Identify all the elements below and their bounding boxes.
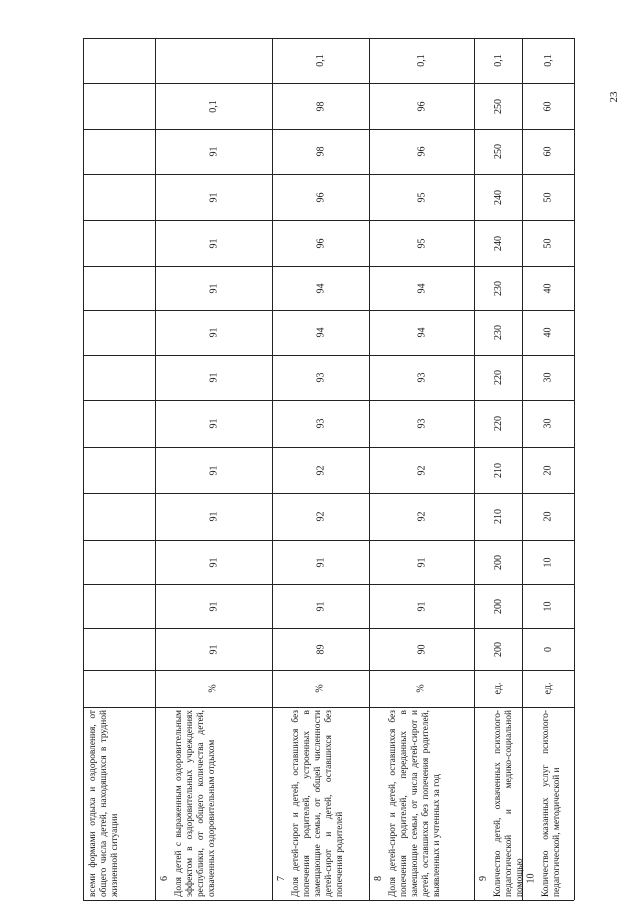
row-7-value	[274, 220, 367, 266]
row-9-value	[476, 38, 520, 83]
row-9-number-text: 9	[477, 875, 489, 881]
row-6-description	[171, 707, 270, 900]
row-9-value	[476, 400, 520, 447]
row-8-description	[385, 707, 472, 900]
row-7-value-text: 98	[315, 101, 326, 111]
row-10-value	[524, 400, 572, 447]
row-9-value-text: 210	[492, 462, 504, 478]
row-10-value	[524, 38, 572, 83]
row-7-value-text: 94	[315, 327, 326, 338]
row-7-value-text: 96	[315, 238, 326, 248]
row-7-value-text: 0,1	[315, 54, 326, 67]
row-9-description	[490, 707, 525, 900]
row-8-number-text: 8	[372, 875, 384, 881]
row-8-description-text: Доля детей-сирот и детей, оставшихся без попечения родителей, переданных в замещающие семьи, от числа детей-сирот и детей, оставшихся без попечения родителей, выявленных и учтенных за год	[388, 710, 442, 897]
row-8-value	[371, 83, 472, 129]
row-6-value	[157, 400, 270, 447]
row-8-value	[371, 355, 472, 400]
row-8-value	[371, 540, 472, 584]
row-10-value-text: 10	[542, 557, 554, 567]
row-6-description-text: Доля детей с выраженным оздоровительным эффектом в оздоровительных учреждениях республики, от общего количества детей, охваченных оздоровительным отдыхом	[174, 710, 217, 897]
row-9-value	[476, 540, 520, 584]
row-7-value-text: 91	[315, 601, 326, 611]
row-10-unit-text: ед.	[542, 682, 554, 695]
row-7-value	[274, 38, 367, 83]
row-6-value	[157, 310, 270, 355]
row-8-value-text: 90	[416, 644, 427, 654]
row-9-value-text: 0,1	[492, 54, 504, 67]
row-9-unit-text: ед.	[492, 682, 504, 695]
row-7-value	[274, 493, 367, 540]
row-6-value	[157, 584, 270, 628]
row-10-value-text: 40	[542, 283, 554, 293]
row-10-value-text: 30	[542, 372, 554, 383]
row-6-value-text: 91	[208, 557, 219, 567]
row-6-value	[157, 129, 270, 174]
row-9-value-text: 220	[492, 416, 504, 431]
row-7-value-text: 93	[315, 372, 326, 383]
row-9-value	[476, 493, 520, 540]
row-7-value-text: 92	[315, 511, 326, 522]
row-8-value-text: 96	[416, 101, 427, 111]
fragment-description-text: всеми формами отдыха и оздоровления, от общего числа детей, находящихся в трудной жизненной ситуации	[88, 710, 120, 897]
row-8-value-text: 94	[416, 283, 427, 293]
row-9-value-text: 200	[492, 554, 504, 570]
row-10-value	[524, 266, 572, 310]
table-column-rule	[474, 38, 475, 900]
row-8-value-text: 92	[416, 465, 427, 475]
row-10-value-text: 60	[542, 101, 554, 111]
row-8-value-text: 94	[416, 327, 427, 338]
row-9-value-text: 230	[492, 325, 504, 340]
row-6-value	[157, 540, 270, 584]
row-8-value	[371, 628, 472, 670]
row-6-value-text: 91	[208, 601, 219, 611]
row-10-value-text: 20	[542, 465, 554, 475]
row-10-value-text: 50	[542, 192, 554, 202]
page-number: 23	[608, 91, 620, 103]
row-6-value-text: 91	[208, 327, 219, 338]
row-8-value	[371, 129, 472, 174]
row-6-value-text: 91	[208, 372, 219, 383]
row-8-value	[371, 400, 472, 447]
row-9-value-text: 200	[492, 598, 504, 614]
row-9-value	[476, 174, 520, 220]
row-7-value-text: 98	[315, 146, 326, 157]
row-8-unit-text: %	[416, 684, 427, 693]
row-7-value-text: 92	[315, 465, 326, 475]
row-6-value	[157, 355, 270, 400]
row-10-number	[524, 858, 538, 898]
row-9-value	[476, 628, 520, 670]
row-9-value	[476, 447, 520, 493]
row-6-value-text: 0,1	[208, 99, 219, 113]
row-7-value	[274, 310, 367, 355]
row-10-value	[524, 493, 572, 540]
row-6-value	[157, 220, 270, 266]
row-7-unit-text: %	[315, 684, 326, 693]
row-8-value	[371, 447, 472, 493]
row-6-value-text: 91	[208, 192, 219, 202]
row-9-unit	[476, 670, 520, 707]
row-6-value-text: 91	[208, 146, 219, 157]
row-10-value-text: 0,1	[542, 54, 554, 67]
row-7-value-text: 96	[315, 192, 326, 202]
row-10-value-text: 10	[542, 601, 554, 611]
row-8-value-text: 95	[416, 238, 427, 248]
row-10-value	[524, 129, 572, 174]
row-8-value-text: 92	[416, 511, 427, 522]
row-6-number-text: 6	[158, 875, 170, 881]
row-7-value	[274, 584, 367, 628]
row-9-value	[476, 266, 520, 310]
table-column-rule	[155, 38, 156, 900]
row-10-value-text: 50	[542, 238, 554, 248]
row-8-value-text: 96	[416, 146, 427, 157]
row-7-unit	[274, 670, 367, 707]
row-6-value	[157, 174, 270, 220]
row-10-description-text: Количество оказанных услуг психолого-педагогической, методической и	[541, 710, 562, 897]
row-6-value-text: 91	[208, 644, 219, 654]
row-6-value-text: 91	[208, 511, 219, 522]
row-10-value	[524, 355, 572, 400]
row-6-value	[157, 493, 270, 540]
row-9-value-text: 230	[492, 280, 504, 296]
row-7-value	[274, 540, 367, 584]
row-7-value	[274, 355, 367, 400]
row-8-value-text: 0,1	[416, 54, 427, 67]
row-10-value	[524, 220, 572, 266]
row-6-value-text: 91	[208, 418, 219, 429]
row-6-unit	[157, 670, 270, 707]
row-9-value	[476, 584, 520, 628]
row-7-value	[274, 400, 367, 447]
row-8-value	[371, 174, 472, 220]
row-8-value-text: 93	[416, 418, 427, 429]
row-9-value	[476, 310, 520, 355]
row-6-value	[157, 628, 270, 670]
row-7-number	[274, 858, 288, 898]
row-8-value	[371, 310, 472, 355]
row-6-value-text: 91	[208, 238, 219, 248]
row-9-value	[476, 220, 520, 266]
row-7-value	[274, 447, 367, 493]
row-10-value	[524, 540, 572, 584]
row-10-value	[524, 628, 572, 670]
row-9-value	[476, 355, 520, 400]
row-8-value-text: 93	[416, 372, 427, 383]
row-9-number	[476, 858, 490, 898]
row-10-value	[524, 584, 572, 628]
row-6-value-text: 91	[208, 283, 219, 293]
row-10-value-text: 60	[542, 146, 554, 157]
table-column-rule	[574, 38, 575, 900]
row-7-value	[274, 129, 367, 174]
row-9-value-text: 210	[492, 509, 504, 524]
row-9-value-text: 220	[492, 370, 504, 385]
row-9-value-text: 240	[492, 235, 504, 251]
row-7-value	[274, 83, 367, 129]
row-10-number-text: 10	[525, 873, 537, 883]
fragment-description	[85, 707, 153, 900]
row-10-value-text: 0	[542, 646, 554, 652]
row-7-value	[274, 174, 367, 220]
row-7-number-text: 7	[275, 875, 287, 881]
row-10-value-text: 20	[542, 511, 554, 522]
row-10-value-text: 30	[542, 418, 554, 429]
row-7-value	[274, 266, 367, 310]
row-8-value	[371, 266, 472, 310]
row-6-number	[157, 858, 171, 898]
row-8-value	[371, 584, 472, 628]
row-8-value-text: 91	[416, 557, 427, 567]
row-9-description-text: Количество детей, охваченных психолого-педагогической и медико-социальной помощью	[493, 710, 525, 897]
table-column-rule	[83, 38, 84, 900]
row-9-value-text: 250	[492, 144, 504, 159]
row-8-value	[371, 38, 472, 83]
table-column-rule	[272, 38, 273, 900]
row-10-value	[524, 447, 572, 493]
row-9-value	[476, 83, 520, 129]
row-8-value-text: 95	[416, 192, 427, 202]
row-8-number	[371, 858, 385, 898]
row-9-value-text: 250	[492, 98, 504, 114]
row-10-value	[524, 174, 572, 220]
row-6-value	[157, 447, 270, 493]
row-10-value	[524, 83, 572, 129]
row-7-value-text: 89	[315, 644, 326, 654]
row-10-unit	[524, 670, 572, 707]
row-7-value-text: 93	[315, 418, 326, 429]
row-7-description	[288, 707, 367, 900]
row-9-value	[476, 129, 520, 174]
row-7-description-text: Доля детей-сирот и детей, оставшихся без попечения родителей, устроенных в замещающие семьи, от общей численности детей-сирот и детей, оставшихся без попечения родителей	[291, 710, 345, 897]
row-9-value-text: 200	[492, 641, 504, 657]
row-10-value-text: 40	[542, 327, 554, 338]
row-6-value-text: 91	[208, 465, 219, 475]
row-7-value-text: 94	[315, 283, 326, 293]
row-8-value-text: 91	[416, 601, 427, 611]
row-9-value-text: 240	[492, 189, 504, 205]
row-7-value	[274, 628, 367, 670]
row-7-value-text: 91	[315, 557, 326, 567]
row-8-unit	[371, 670, 472, 707]
row-8-value	[371, 220, 472, 266]
row-10-value	[524, 310, 572, 355]
table-row-rule	[83, 900, 574, 901]
row-8-value	[371, 493, 472, 540]
row-6-value	[157, 266, 270, 310]
row-10-description	[538, 707, 572, 900]
row-6-value	[157, 83, 270, 129]
table-column-rule	[369, 38, 370, 900]
row-6-unit-text: %	[208, 684, 219, 693]
